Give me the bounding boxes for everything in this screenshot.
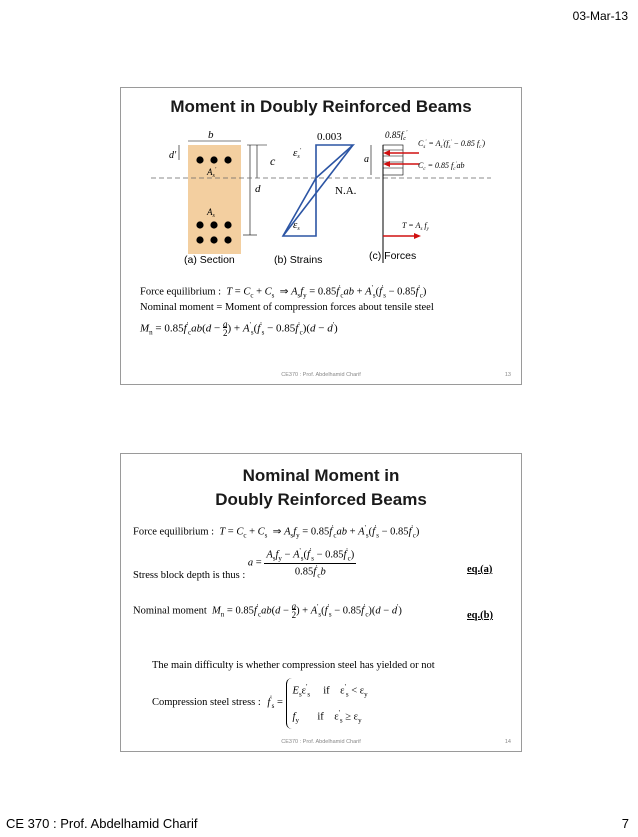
- slide2-eq2: Stress block depth is thus : a = $A_sf_y - A'_s(f'_s - 0.85f'_c)$ $0.85f'_cb$: [133, 547, 355, 581]
- dim-b: b: [208, 129, 214, 141]
- cc-label: $C_c = 0.85$ $f_c'ab$: [418, 161, 465, 172]
- compression-bars: [196, 156, 231, 163]
- stress-label: $0.85f_c'$: [385, 130, 408, 142]
- dim-d: d: [255, 183, 261, 195]
- slide1-eq3: $M_n = 0.85f'_cab(d - \frac{a}{2}) + A'_s(f'_s - 0.85f'_c)(d - d')$: [140, 319, 338, 338]
- beam-diagram: [121, 88, 521, 384]
- slide-footer: CE370 : Prof. Abdelhamid Charif: [281, 739, 361, 745]
- strain-es-prime: εs': [293, 147, 301, 160]
- slide2-stress: Compression steel stress : $f'_s$ = $E_s\varepsilon'_s$ if $\varepsilon'_s < \varepsilon_y$ $f_y$ if $\varepsilon'_s \ge \varepsilon_y$: [152, 678, 364, 729]
- eq-b-tag: eq.(b): [467, 610, 493, 621]
- caption-strains: (b) Strains: [274, 254, 323, 266]
- strain-top: 0.003: [317, 131, 342, 143]
- caption-section: (a) Section: [184, 254, 235, 266]
- na-label: N.A.: [335, 185, 357, 197]
- title-line-2: Doubly Reinforced Beams: [215, 490, 427, 509]
- page-date: 03-Mar-13: [572, 9, 628, 23]
- page-number: 7: [621, 816, 629, 831]
- slide-footer: CE370 : Prof. Abdelhamid Charif: [281, 372, 361, 378]
- t-label: $T = A_s$ $f_y$: [402, 221, 429, 232]
- cs-label: $C_s' = A_s'(f_s' - 0.85$ $f_c'$): [418, 139, 486, 150]
- label-as-prime: $A_s'$: [207, 167, 217, 179]
- caption-forces: (c) Forces: [369, 250, 417, 262]
- stress-block: [383, 145, 403, 175]
- eq-a-tag: eq.(a): [467, 564, 493, 575]
- strain-es: εs: [293, 219, 300, 232]
- slide1-eq1: Force equilibrium : $T = C_c + C_s$ ⇒ $A_sf_y = 0.85f'_cab + A'_s(f'_s - 0.85f'_c)$: [140, 284, 427, 300]
- title-line-1: Nominal Moment in: [242, 466, 400, 485]
- dim-a: a: [364, 154, 369, 165]
- page-footer-course: CE 370 : Prof. Abdelhamid Charif: [6, 816, 198, 831]
- slide-number: 14: [504, 739, 511, 745]
- slide2-note: The main difficulty is whether compression steel has yielded or not: [152, 660, 435, 671]
- slide2-eq3: Nominal moment $M_n = 0.85f'_cab(d - \frac{a}{2}) + A'_s(f'_s - 0.85f'_c)(d - d')$: [133, 601, 402, 620]
- label-as: $A_s$: [207, 207, 215, 219]
- slide-title: Moment in Doubly Reinforced Beams: [170, 97, 472, 116]
- slide1-eq2: Nominal moment = Moment of compression forces about tensile steel: [140, 302, 434, 313]
- slide-number: 13: [504, 372, 511, 378]
- slide-title: [121, 464, 521, 512]
- slide-14: [120, 453, 522, 752]
- slide2-eq1: Force equilibrium : $T = C_c + C_s$ ⇒ $A_sf_y = 0.85f'_cab + A'_s(f'_s - 0.85f'_c)$: [133, 524, 420, 540]
- dim-c: c: [270, 154, 276, 168]
- dim-d-prime: d': [169, 150, 177, 161]
- slide-13: [120, 87, 522, 385]
